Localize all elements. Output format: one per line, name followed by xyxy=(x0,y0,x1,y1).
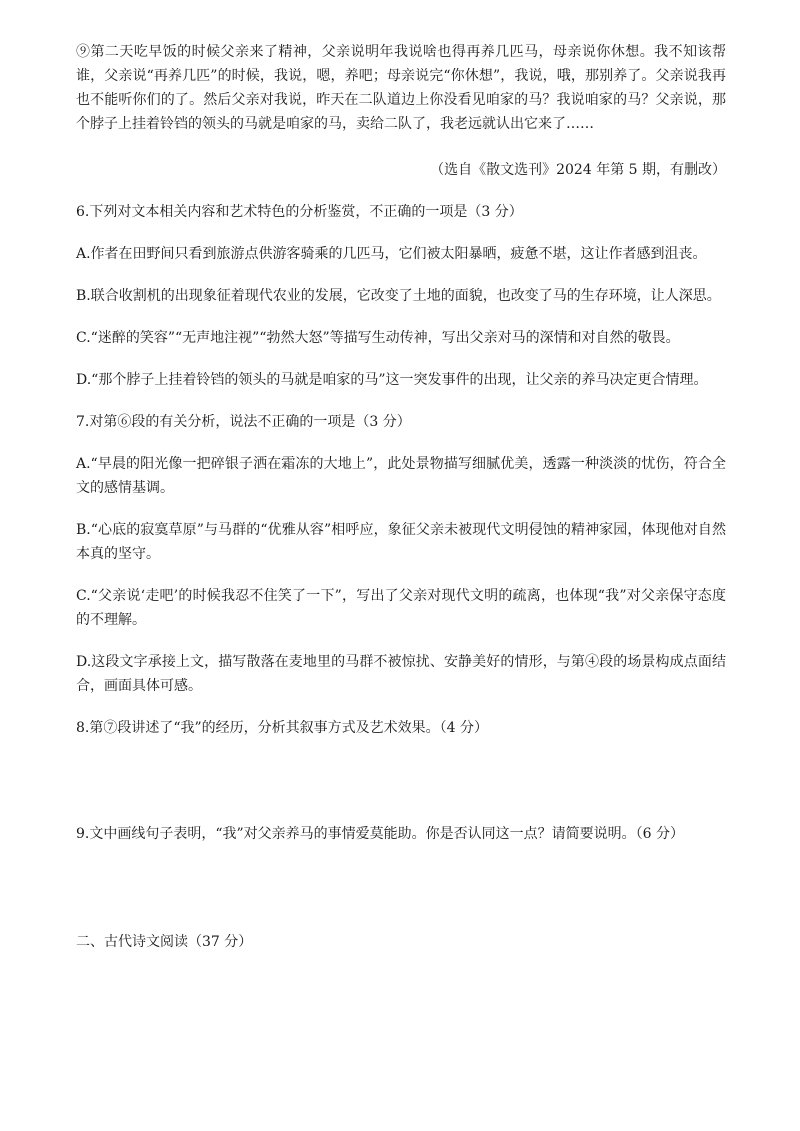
question-7-stem: 7.对第⑥段的有关分析，说法不正确的一项是（3 分） xyxy=(76,414,411,430)
exam-page xyxy=(76,40,726,954)
question-7-option-d: D.这段文字承接上文，描写散落在麦地里的马群不被惊扰、安静美好的情形，与第④段的场景构成点面结合，画面具体可感。 xyxy=(76,654,726,694)
question-7-option-c: C.“父亲说‘走吧’的时候我忍不住笑了一下”，写出了父亲对现代文明的疏离，也体现“我”对父亲保守态度的不理解。 xyxy=(76,588,726,628)
question-6-option-b: B.联合收割机的出现象征着现代农业的发展，它改变了土地的面貌，也改变了马的生存环境，让人深思。 xyxy=(76,288,721,304)
question-7-option-b: B.“心底的寂寞草原”与马群的“优雅从容”相呼应，象征父亲未被现代文明侵蚀的精神家园，体现他对自然本真的坚守。 xyxy=(76,522,726,562)
question-6-option-a: A.作者在田野间只看到旅游点供游客骑乘的几匹马，它们被太阳暴晒，疲惫不堪，这让作者感到沮丧。 xyxy=(76,246,707,262)
passage-paragraph-9: ⑨第二天吃早饭的时候父亲来了精神，父亲说明年我说啥也得再养几匹马，母亲说你休想。我不知该帮谁，父亲说“再养几匹”的时候，我说，嗯，养吧；母亲说完“你休想”，我说，哦，那别养了。父亲说我再也不能听你们的了。然后父亲对我说，昨天在二队道边上你没看见咱家的马？我说咱家的马？父亲说，那个脖子上挂着铃铛的领头的马就是咱家的马，卖给二队了，我老远就认出它来了…… xyxy=(76,44,726,132)
section-2-title: 二、古代诗文阅读（37 分） xyxy=(76,934,253,950)
question-6-option-c: C.“迷醉的笑容”“无声地注视”“勃然大怒”等描写生动传神，写出父亲对马的深情和对自然的敬畏。 xyxy=(76,330,680,346)
question-6-stem: 6.下列对文本相关内容和艺术特色的分析鉴赏，不正确的一项是（3 分） xyxy=(76,204,523,220)
passage-source: （选自《散文选刊》2024 年第 5 期，有删改） xyxy=(430,162,726,178)
question-7-option-a: A.“早晨的阳光像一把碎银子洒在霜冻的大地上”，此处景物描写细腻优美，透露一种淡淡的忧伤，符合全文的感情基调。 xyxy=(76,456,726,496)
question-6-option-d: D.“那个脖子上挂着铃铛的领头的马就是咱家的马”这一突发事件的出现，让父亲的养马决定更合情理。 xyxy=(76,372,708,388)
question-9-stem: 9.文中画线句子表明，“我”对父亲养马的事情爱莫能助。你是否认同这一点？请简要说明。（6 分） xyxy=(76,826,685,842)
question-8-stem: 8.第⑦段讲述了“我”的经历，分析其叙事方式及艺术效果。（4 分） xyxy=(76,720,489,736)
